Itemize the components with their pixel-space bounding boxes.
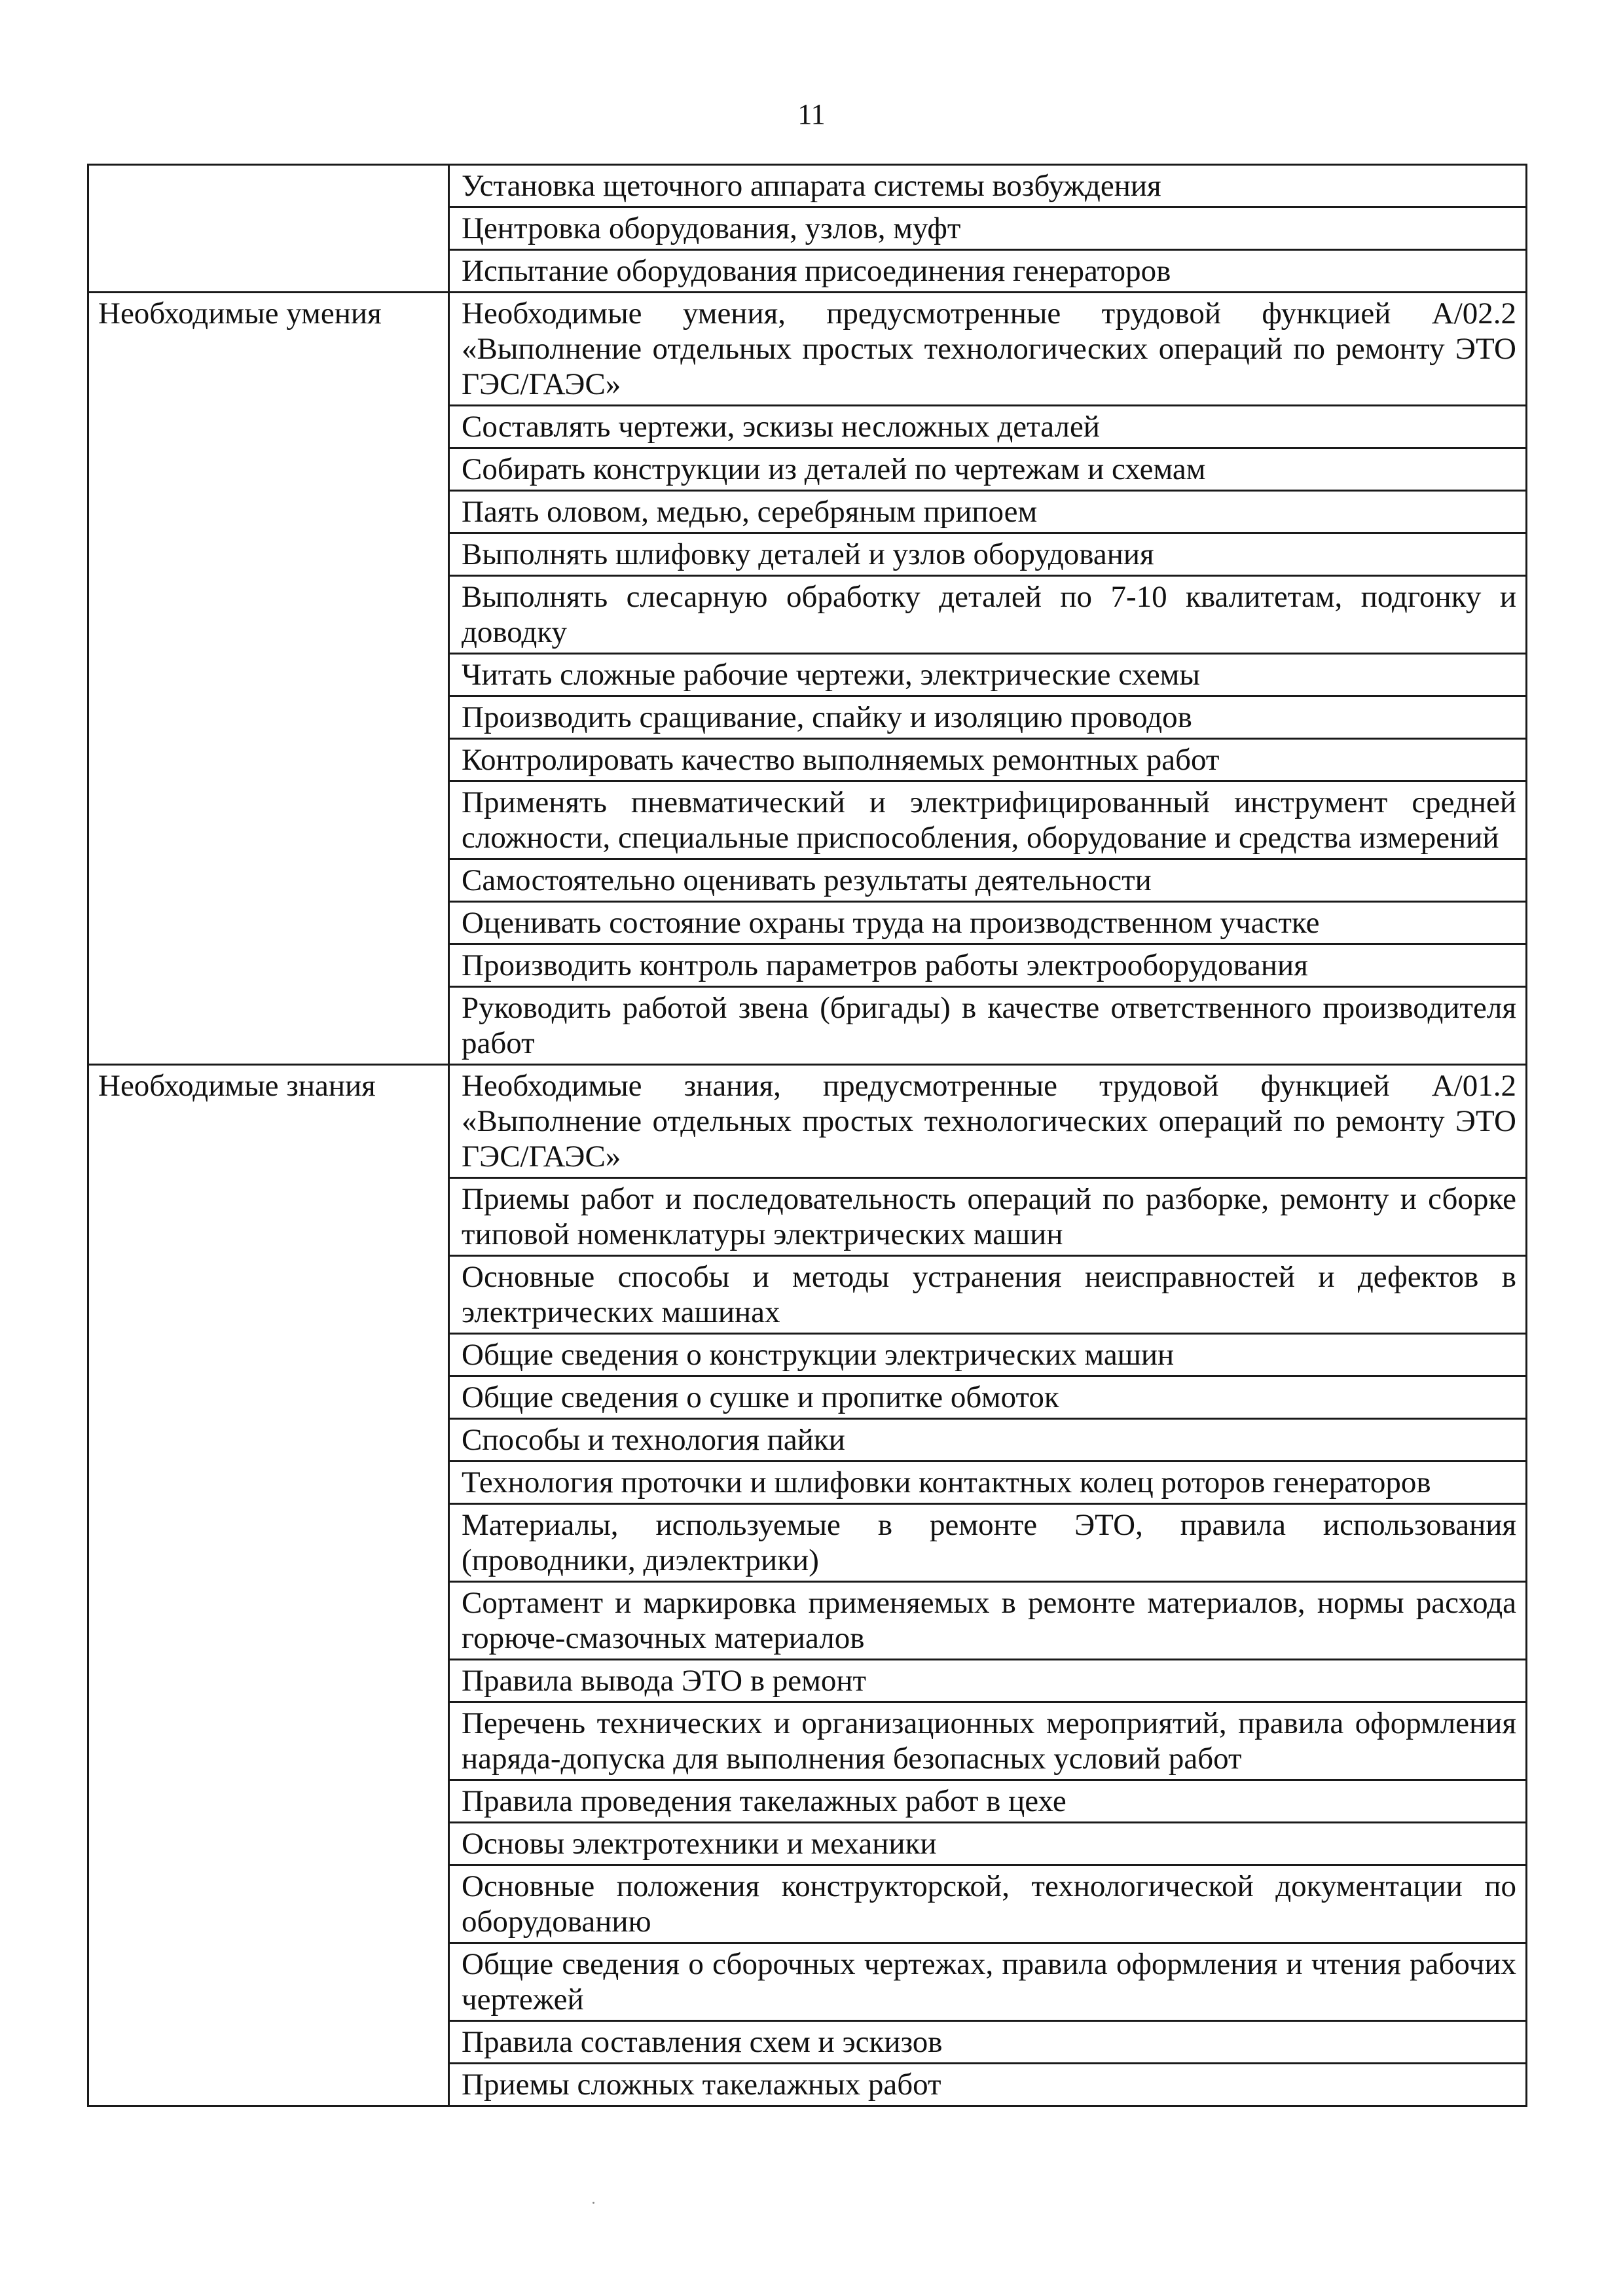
requirements-table	[87, 164, 1527, 2107]
page-number: 11	[797, 98, 826, 130]
knowledge-item: Приемы работ и последовательность операций по разборке, ремонту и сборке типовой номенклатуры электрических машин	[449, 1178, 1527, 1256]
knowledge-item: Сортамент и маркировка применяемых в ремонте материалов, нормы расхода горюче-смазочных материалов	[449, 1582, 1527, 1660]
skill-item: Контролировать качество выполняемых ремонтных работ	[449, 739, 1527, 781]
knowledge-item: Правила проведения такелажных работ в цехе	[449, 1780, 1527, 1823]
skill-item: Паять оловом, медью, серебряным припоем	[449, 491, 1527, 533]
knowledge-item: Приемы сложных такелажных работ	[449, 2064, 1527, 2106]
knowledge-item: Материалы, используемые в ремонте ЭТО, правила использования (проводники, диэлектрики)	[449, 1504, 1527, 1582]
skills-label-cell: Необходимые умения	[88, 293, 449, 1065]
knowledge-item: Правила составления схем и эскизов	[449, 2021, 1527, 2064]
skill-item: Собирать конструкции из деталей по чертежам и схемам	[449, 448, 1527, 491]
knowledge-item: Общие сведения о сборочных чертежах, правила оформления и чтения рабочих чертежей	[449, 1943, 1527, 2021]
knowledge-item: Общие сведения о конструкции электрических машин	[449, 1334, 1527, 1376]
knowledge-item: Необходимые знания, предусмотренные трудовой функцией А/01.2 «Выполнение отдельных простых технологических операций по ремонту ЭТО ГЭС/ГАЭС»	[449, 1065, 1527, 1178]
skill-item: Составлять чертежи, эскизы несложных деталей	[449, 406, 1527, 448]
skill-item: Производить сращивание, спайку и изоляцию проводов	[449, 696, 1527, 739]
skill-item: Читать сложные рабочие чертежи, электрические схемы	[449, 654, 1527, 696]
continuation-label-cell	[88, 165, 449, 293]
skill-item: Выполнять шлифовку деталей и узлов оборудования	[449, 533, 1527, 576]
skill-item: Производить контроль параметров работы электрооборудования	[449, 944, 1527, 987]
skill-item: Применять пневматический и электрифицированный инструмент средней сложности, специальные приспособления, оборудование и средства измерений	[449, 781, 1527, 859]
continuation-item: Установка щеточного аппарата системы возбуждения	[449, 165, 1527, 207]
continuation-item: Центровка оборудования, узлов, муфт	[449, 207, 1527, 250]
knowledge-item: Способы и технология пайки	[449, 1419, 1527, 1462]
knowledge-item: Общие сведения о сушке и пропитке обмоток	[449, 1376, 1527, 1419]
knowledge-item: Основные положения конструкторской, технологической документации по оборудованию	[449, 1865, 1527, 1943]
knowledge-item: Основные способы и методы устранения неисправностей и дефектов в электрических машинах	[449, 1256, 1527, 1334]
skill-item: Выполнять слесарную обработку деталей по 7-10 квалитетам, подгонку и доводку	[449, 576, 1527, 654]
knowledge-item: Технология проточки и шлифовки контактных колец роторов генераторов	[449, 1462, 1527, 1504]
scan-speck	[593, 2202, 594, 2204]
skill-item: Необходимые умения, предусмотренные трудовой функцией А/02.2 «Выполнение отдельных простых технологических операций по ремонту ЭТО ГЭС/ГАЭС»	[449, 293, 1527, 406]
table-row	[88, 293, 1527, 406]
knowledge-item: Правила вывода ЭТО в ремонт	[449, 1660, 1527, 1702]
skill-item: Руководить работой звена (бригады) в качестве ответственного производителя работ	[449, 987, 1527, 1065]
table-body	[88, 165, 1527, 2106]
table-row	[88, 1065, 1527, 1178]
skill-item: Оценивать состояние охраны труда на производственном участке	[449, 902, 1527, 944]
table-row	[88, 165, 1527, 207]
knowledge-label-cell: Необходимые знания	[88, 1065, 449, 2106]
continuation-item: Испытание оборудования присоединения генераторов	[449, 250, 1527, 293]
knowledge-item: Основы электротехники и механики	[449, 1823, 1527, 1865]
knowledge-item: Перечень технических и организационных мероприятий, правила оформления наряда-допуска для выполнения безопасных условий работ	[449, 1702, 1527, 1780]
skill-item: Самостоятельно оценивать результаты деятельности	[449, 859, 1527, 902]
